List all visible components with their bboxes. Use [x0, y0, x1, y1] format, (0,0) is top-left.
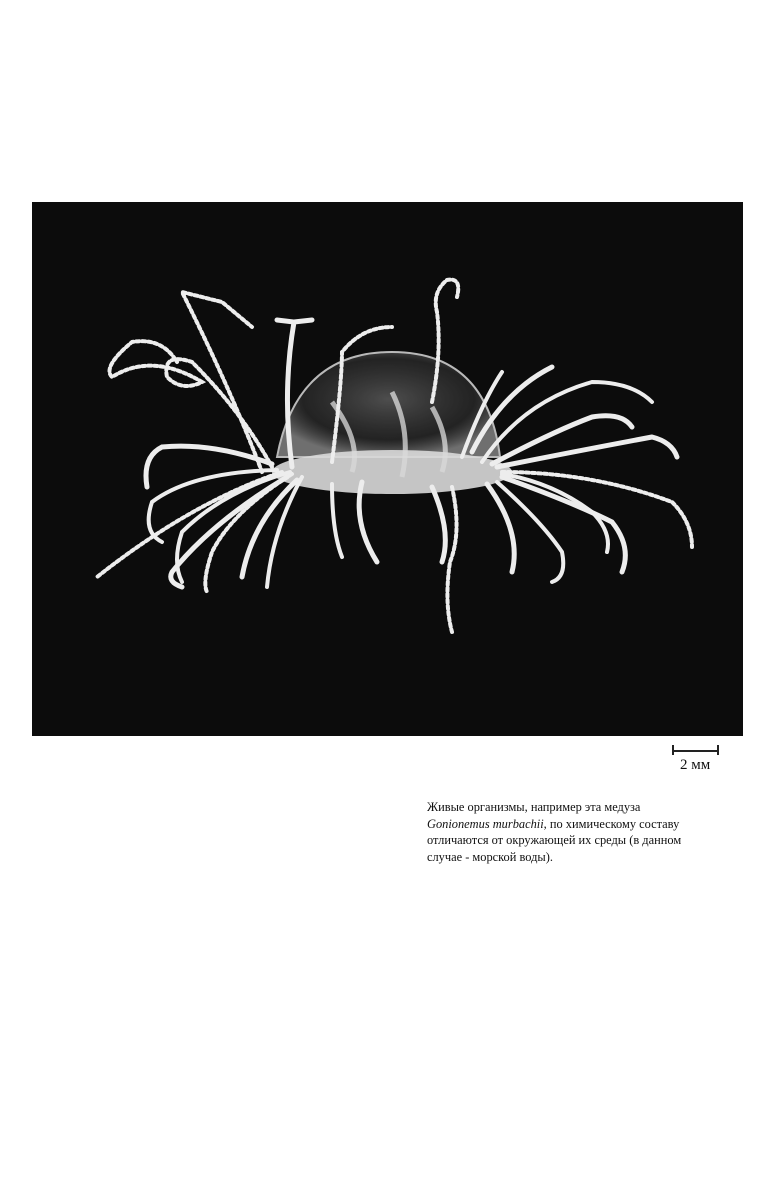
caption-line-4: случае - морской воды). [427, 849, 553, 864]
caption-line-2-rest: , по химическому составу [543, 816, 680, 831]
scale-tick-right [717, 745, 719, 755]
scale-bar [670, 745, 722, 775]
jellyfish-photo [32, 202, 743, 736]
scale-label: 2 мм [680, 757, 711, 773]
caption-line-2 [427, 816, 757, 833]
species-name: Gonionemus murbachii [427, 816, 544, 831]
figure-caption [427, 799, 757, 865]
caption-line-3: отличаются от окружающей их среды (в данном [427, 833, 682, 847]
scale-line [673, 750, 719, 752]
jellyfish-illustration [32, 202, 743, 736]
caption-line-1: Живые организмы, например эта медуза [427, 800, 641, 814]
